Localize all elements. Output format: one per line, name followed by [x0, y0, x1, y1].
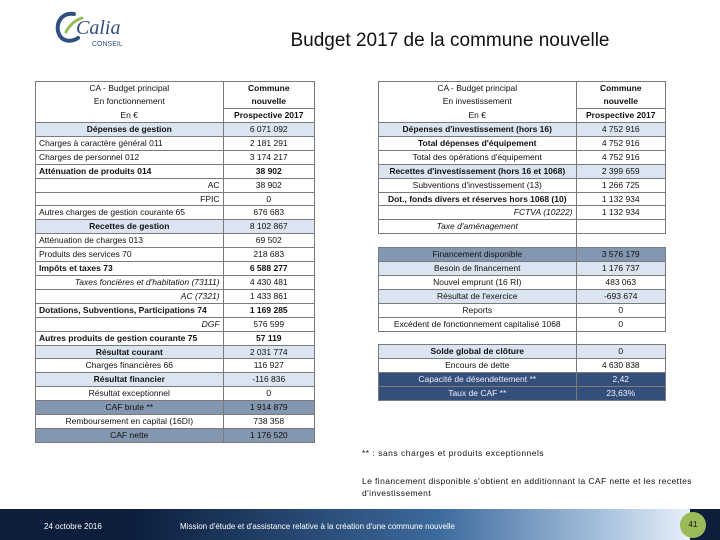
header-col-line2: nouvelle — [251, 96, 286, 106]
row-value: 4 752 916 — [576, 123, 665, 137]
row-label: AC (7321) — [36, 289, 224, 303]
row-value: -116 836 — [223, 373, 314, 387]
footer-text: Mission d'étude et d'assistance relative à la création d'une commune nouvelle — [180, 522, 455, 531]
logo-text: Calia — [76, 17, 121, 39]
table-row — [36, 136, 315, 150]
row-label: Reports — [379, 303, 577, 317]
row-label: Financement disponible — [379, 248, 577, 262]
table-row — [36, 415, 315, 429]
row-label: Excédent de fonctionnement capitalisé 1068 — [379, 317, 577, 331]
row-value: 3 174 217 — [223, 150, 314, 164]
table-row — [36, 331, 315, 345]
row-value: 6 071 092 — [223, 123, 314, 137]
table-header — [379, 95, 666, 109]
table-row — [36, 289, 315, 303]
table-row — [379, 206, 666, 220]
row-label: Résultat courant — [36, 345, 224, 359]
row-value: 0 — [223, 192, 314, 206]
row-label: Total dépenses d'équipement — [379, 136, 577, 150]
table-row — [36, 123, 315, 137]
table-row — [36, 262, 315, 276]
table-row — [36, 303, 315, 317]
table-row — [36, 345, 315, 359]
row-value: 0 — [576, 345, 665, 359]
row-value: 38 902 — [223, 164, 314, 178]
row-value: -693 674 — [576, 289, 665, 303]
row-value: 6 588 277 — [223, 262, 314, 276]
table-row — [36, 248, 315, 262]
row-value: 2 031 774 — [223, 345, 314, 359]
table-header — [379, 82, 666, 96]
header-col-line1: Commune — [247, 83, 290, 93]
table-row — [36, 401, 315, 415]
logo-subtext: CONSEIL — [92, 41, 123, 48]
table-row — [36, 164, 315, 178]
table-row — [379, 192, 666, 206]
row-value: 218 683 — [223, 248, 314, 262]
fonctionnement-table — [35, 81, 315, 443]
row-value: 1 132 934 — [576, 192, 665, 206]
table-row — [379, 373, 666, 387]
table-row — [36, 373, 315, 387]
header-label-line2: En fonctionnement — [93, 96, 165, 107]
table-row — [379, 289, 666, 303]
row-value: 0 — [576, 303, 665, 317]
table-row — [379, 275, 666, 289]
table-row — [379, 345, 666, 359]
row-label: Nouvel emprunt (16 RI) — [379, 275, 577, 289]
table-row — [36, 275, 315, 289]
header-label-line2: En investissement — [442, 96, 512, 107]
row-value: 2,42 — [576, 373, 665, 387]
table-row — [379, 317, 666, 331]
row-value: 1 176 737 — [576, 262, 665, 276]
table-row — [36, 178, 315, 192]
row-label: Recettes d'investissement (hors 16 et 1068) — [379, 164, 577, 178]
row-label: Impôts et taxes 73 — [36, 262, 224, 276]
table-header — [379, 109, 666, 123]
table-row — [379, 359, 666, 373]
header-label-line3: En € — [468, 109, 486, 120]
investissement-table — [378, 81, 666, 401]
row-value — [576, 220, 665, 234]
header-label-line1: CA - Budget principal — [437, 83, 518, 93]
row-value: 1 132 934 — [576, 206, 665, 220]
row-value: 69 502 — [223, 234, 314, 248]
row-value: 738 358 — [223, 415, 314, 429]
row-value: 4 630 838 — [576, 359, 665, 373]
table-row — [379, 136, 666, 150]
row-value: 1 433 861 — [223, 289, 314, 303]
header-col-line1: Commune — [599, 83, 642, 93]
table-row — [379, 150, 666, 164]
row-value: 1 169 285 — [223, 303, 314, 317]
row-label: Capacité de désendettement ** — [379, 373, 577, 387]
row-label: Autres produits de gestion courante 75 — [36, 331, 224, 345]
table-row — [36, 150, 315, 164]
footnote-financement: Le financement disponible s'obtient en additionnant la CAF nette et les recettes d'investissement — [362, 476, 692, 498]
row-label: Remboursement en capital (16DI) — [36, 415, 224, 429]
table-row — [379, 331, 666, 345]
table-header — [36, 95, 315, 109]
table-row — [379, 303, 666, 317]
row-label: Taxe d'aménagement — [379, 220, 577, 234]
row-label: Dépenses d'investissement (hors 16) — [379, 123, 577, 137]
row-label: Besoin de financement — [379, 262, 577, 276]
row-value: 1 914 879 — [223, 401, 314, 415]
row-label: Encours de dette — [379, 359, 577, 373]
table-row — [36, 220, 315, 234]
header-col-line2: nouvelle — [603, 96, 638, 106]
row-value: 38 902 — [223, 178, 314, 192]
row-label: Résultat de l'exercice — [379, 289, 577, 303]
row-label: Total des opérations d'équipement — [379, 150, 577, 164]
row-label: Solde global de clôture — [379, 345, 577, 359]
row-value: 8 102 867 — [223, 220, 314, 234]
table-row — [36, 192, 315, 206]
row-value: 57 119 — [223, 331, 314, 345]
row-value: 0 — [223, 387, 314, 401]
row-label — [379, 331, 577, 345]
table-row — [36, 206, 315, 220]
calia-logo — [52, 6, 142, 50]
header-label-line1: CA - Budget principal — [89, 83, 170, 93]
table-row — [379, 262, 666, 276]
row-value: 3 576 179 — [576, 248, 665, 262]
header-label-line3: En € — [120, 109, 139, 120]
row-label: Charges financières 66 — [36, 359, 224, 373]
row-label: FPIC — [36, 192, 224, 206]
row-label: CAF brute ** — [36, 401, 224, 415]
row-label: CAF nette — [36, 428, 224, 442]
row-value: 4 752 916 — [576, 150, 665, 164]
footer-date: 24 octobre 2016 — [44, 522, 102, 531]
page-title: Budget 2017 de la commune nouvelle — [290, 30, 610, 51]
table-row — [379, 220, 666, 234]
row-label: Charges à caractère général 011 — [36, 136, 224, 150]
row-value — [576, 331, 665, 345]
row-value — [576, 234, 665, 248]
row-value: 1 176 520 — [223, 428, 314, 442]
table-row — [379, 234, 666, 248]
row-label: Recettes de gestion — [36, 220, 224, 234]
row-label: AC — [36, 178, 224, 192]
row-label: Charges de personnel 012 — [36, 150, 224, 164]
header-col-sub: Prospective 2017 — [234, 110, 304, 120]
table-header — [36, 82, 315, 96]
table-row — [36, 234, 315, 248]
table-row — [36, 359, 315, 373]
row-value: 116 927 — [223, 359, 314, 373]
row-label: Dépenses de gestion — [36, 123, 224, 137]
table-row — [36, 428, 315, 442]
row-label: Dot., fonds divers et réserves hors 1068 (10) — [379, 192, 577, 206]
row-value: 0 — [576, 317, 665, 331]
page-number-badge: 41 — [680, 512, 706, 538]
row-value: 1 266 725 — [576, 178, 665, 192]
row-value: 2 399 659 — [576, 164, 665, 178]
row-label: FCTVA (10222) — [379, 206, 577, 220]
row-label — [379, 234, 577, 248]
row-label: Résultat financier — [36, 373, 224, 387]
row-label: Résultat exceptionnel — [36, 387, 224, 401]
row-label: Atténuation de charges 013 — [36, 234, 224, 248]
row-label: Produits des services 70 — [36, 248, 224, 262]
row-label: Dotations, Subventions, Participations 74 — [36, 303, 224, 317]
footnote-exceptional: ** : sans charges et produits exceptionnels — [362, 448, 545, 458]
table-row — [36, 317, 315, 331]
row-label: Subventions d'investissement (13) — [379, 178, 577, 192]
row-label: Taxes foncières et d'habitation (73111) — [36, 275, 224, 289]
row-value: 2 181 291 — [223, 136, 314, 150]
row-value: 4 752 916 — [576, 136, 665, 150]
table-row — [379, 178, 666, 192]
row-label: Taux de CAF ** — [379, 387, 577, 401]
header-col-sub: Prospective 2017 — [586, 110, 656, 120]
row-label: DGF — [36, 317, 224, 331]
row-label: Atténuation de produits 014 — [36, 164, 224, 178]
table-header — [36, 109, 315, 123]
row-value: 676 683 — [223, 206, 314, 220]
table-row — [379, 248, 666, 262]
table-row — [379, 387, 666, 401]
row-label: Autres charges de gestion courante 65 — [36, 206, 224, 220]
table-row — [36, 387, 315, 401]
table-row — [379, 123, 666, 137]
row-value: 576 599 — [223, 317, 314, 331]
row-value: 483 063 — [576, 275, 665, 289]
table-row — [379, 164, 666, 178]
row-value: 4 430 481 — [223, 275, 314, 289]
row-value: 23,63% — [576, 387, 665, 401]
